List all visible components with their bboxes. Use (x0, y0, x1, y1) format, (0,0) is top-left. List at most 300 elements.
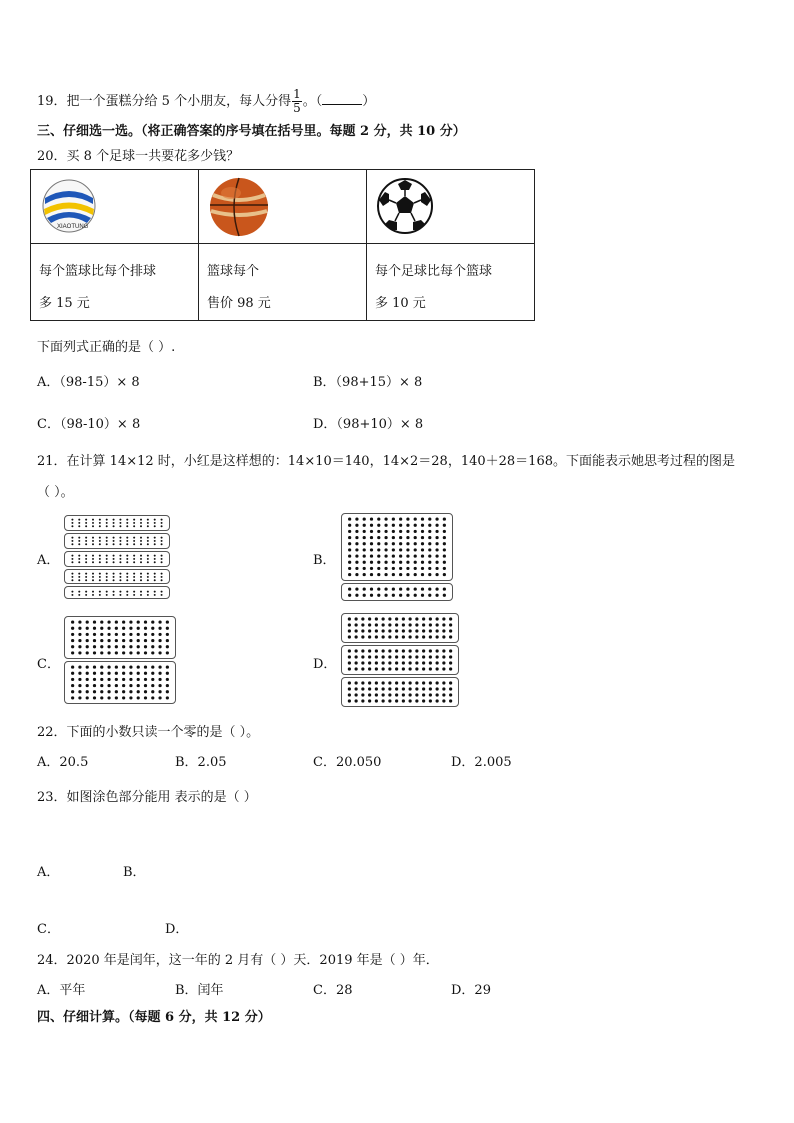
dot (384, 524, 387, 527)
dot (443, 587, 446, 590)
dot (133, 572, 135, 574)
dot (78, 591, 80, 593)
dot (100, 665, 103, 668)
dot (348, 617, 351, 620)
dot (166, 678, 169, 681)
dot (388, 687, 391, 690)
dot (355, 699, 358, 702)
dot (78, 561, 80, 563)
dot (140, 522, 142, 524)
dot (375, 623, 378, 626)
dot (377, 524, 380, 527)
dot (133, 537, 135, 539)
dot (414, 593, 417, 596)
dot (129, 696, 132, 699)
dot (158, 678, 161, 681)
q20-option-d[interactable]: D．（98+10）× 8 (313, 417, 424, 432)
dot (355, 661, 358, 664)
dot (78, 579, 80, 581)
dot (402, 635, 405, 638)
dot (399, 524, 402, 527)
dot (363, 542, 366, 545)
dot (409, 693, 412, 696)
dot-grid-d[interactable] (341, 613, 459, 707)
dot (428, 593, 431, 596)
dot (92, 554, 94, 556)
dot (395, 635, 398, 638)
dot (409, 655, 412, 658)
dot (402, 629, 405, 632)
dot (415, 687, 418, 690)
dot (392, 573, 395, 576)
dot (137, 639, 140, 642)
dot (409, 635, 412, 638)
dot (361, 687, 364, 690)
dot (119, 537, 121, 539)
volleyball-cell (31, 170, 199, 244)
dot (106, 540, 108, 542)
dot (388, 635, 391, 638)
dot (119, 522, 121, 524)
dot (99, 522, 101, 524)
q23-option-b[interactable]: B． (123, 865, 146, 880)
dot (106, 576, 108, 578)
dot (406, 536, 409, 539)
dot (119, 543, 121, 545)
dot (133, 576, 135, 578)
dot (370, 561, 373, 564)
dot (368, 667, 371, 670)
dot (154, 594, 156, 596)
dot (99, 576, 101, 578)
dot-group (64, 586, 170, 599)
dot (443, 548, 446, 551)
dot (119, 558, 121, 560)
dot (435, 554, 438, 557)
dot (140, 579, 142, 581)
cell-line: 售价 98 元 (207, 296, 271, 311)
dot (382, 667, 385, 670)
dot (435, 524, 438, 527)
dot (133, 522, 135, 524)
dot (71, 522, 73, 524)
dot (428, 587, 431, 590)
dot (85, 519, 87, 521)
dot (147, 561, 149, 563)
dot (442, 667, 445, 670)
dot-group (64, 569, 170, 585)
dot (399, 573, 402, 576)
dot (147, 537, 149, 539)
dot (126, 554, 128, 556)
dot (361, 667, 364, 670)
dot (435, 593, 438, 596)
dot (406, 548, 409, 551)
dot (399, 517, 402, 520)
dot (449, 681, 452, 684)
dot (442, 693, 445, 696)
dot (361, 661, 364, 664)
dot (382, 629, 385, 632)
dot (158, 633, 161, 636)
dot (93, 639, 96, 642)
dot (442, 687, 445, 690)
dot (363, 554, 366, 557)
dot (375, 629, 378, 632)
q24-option-d[interactable]: D．29 (451, 983, 491, 998)
dot (368, 655, 371, 658)
dot (144, 639, 147, 642)
dot-array (342, 646, 458, 674)
dot (429, 629, 432, 632)
dot (85, 537, 87, 539)
dot-grid-a[interactable] (64, 515, 170, 599)
dot (71, 591, 73, 593)
dot (370, 567, 373, 570)
dot (436, 687, 439, 690)
dot (71, 620, 74, 623)
dot (85, 543, 87, 545)
dot (71, 525, 73, 527)
dot (122, 690, 125, 693)
dot (399, 593, 402, 596)
dot (71, 645, 74, 648)
dot (436, 661, 439, 664)
dot (107, 645, 110, 648)
dot (399, 548, 402, 551)
dot (113, 525, 115, 527)
dot (370, 548, 373, 551)
dot (151, 684, 154, 687)
dot (158, 665, 161, 668)
dot (166, 651, 169, 654)
dot (442, 629, 445, 632)
dot (86, 684, 89, 687)
dot (429, 661, 432, 664)
dot (384, 542, 387, 545)
dot (442, 655, 445, 658)
dot (428, 536, 431, 539)
dot (71, 633, 74, 636)
dot (449, 693, 452, 696)
dot (377, 542, 380, 545)
dot (161, 572, 163, 574)
cell-line: 多 10 元 (375, 296, 426, 311)
dot (368, 699, 371, 702)
dot (140, 519, 142, 521)
dot (395, 649, 398, 652)
dot (442, 635, 445, 638)
dot (388, 649, 391, 652)
q24-option-c[interactable]: C．28 (313, 983, 353, 998)
dot (113, 537, 115, 539)
dot (92, 540, 94, 542)
dot (415, 661, 418, 664)
dot (368, 681, 371, 684)
dot (71, 639, 74, 642)
dot (151, 633, 154, 636)
dot (422, 635, 425, 638)
dot (415, 655, 418, 658)
dot (166, 627, 169, 630)
dot (107, 665, 110, 668)
dot-array (65, 534, 169, 548)
dot (406, 593, 409, 596)
dot (92, 522, 94, 524)
q23-option-a[interactable]: A． (37, 865, 60, 880)
dot (377, 530, 380, 533)
dot (99, 572, 101, 574)
dot (154, 522, 156, 524)
q22-option-b[interactable]: B．2.05 (175, 755, 227, 770)
dot (442, 661, 445, 664)
dot-group (341, 613, 459, 643)
dot (133, 561, 135, 563)
q20-option-c[interactable]: C．（98-10）× 8 (37, 417, 141, 432)
dot (92, 558, 94, 560)
dot (409, 617, 412, 620)
dot (161, 540, 163, 542)
dot (415, 699, 418, 702)
dot (92, 591, 94, 593)
dot (402, 693, 405, 696)
dot (140, 540, 142, 542)
dot (361, 699, 364, 702)
dot (107, 678, 110, 681)
dot (161, 579, 163, 581)
soccer-ball-icon (375, 176, 435, 236)
dot (140, 561, 142, 563)
dot (119, 579, 121, 581)
dot (429, 655, 432, 658)
dot (115, 627, 118, 630)
dot (144, 620, 147, 623)
dot (435, 567, 438, 570)
dot (388, 623, 391, 626)
volleyball-icon (39, 176, 99, 236)
dot (126, 558, 128, 560)
dot (355, 655, 358, 658)
dot (415, 667, 418, 670)
dot (361, 629, 364, 632)
dot (154, 591, 156, 593)
dot (422, 655, 425, 658)
dot (129, 645, 132, 648)
dot (370, 536, 373, 539)
dot (388, 617, 391, 620)
dot (361, 623, 364, 626)
dot (93, 672, 96, 675)
dot (392, 530, 395, 533)
q20-option-a[interactable]: A．（98-15）× 8 (37, 375, 140, 390)
dot (436, 655, 439, 658)
q24-option-a[interactable]: A．平年 (37, 983, 86, 998)
dot (429, 649, 432, 652)
dot (384, 517, 387, 520)
dot (122, 633, 125, 636)
dot (363, 587, 366, 590)
dot (92, 525, 94, 527)
dot (384, 573, 387, 576)
dot (402, 617, 405, 620)
dot (375, 617, 378, 620)
dot (395, 667, 398, 670)
dot (107, 684, 110, 687)
dot (161, 522, 163, 524)
dot (113, 522, 115, 524)
dot (71, 579, 73, 581)
basketball-vs-volleyball-cell (31, 244, 199, 321)
dot (126, 522, 128, 524)
dot-grid-c[interactable] (64, 616, 176, 704)
q21-label-d[interactable]: D． (313, 657, 337, 672)
dot (106, 537, 108, 539)
dot (429, 623, 432, 626)
dot (85, 558, 87, 560)
dot (137, 645, 140, 648)
q20-option-b[interactable]: B．（98+15）× 8 (313, 375, 423, 390)
dot (126, 537, 128, 539)
q19-fraction (292, 88, 302, 115)
q21-label-c[interactable]: C． (37, 657, 60, 672)
dot (106, 579, 108, 581)
q24-option-b[interactable]: B．闰年 (175, 983, 224, 998)
dot (361, 617, 364, 620)
dot (388, 693, 391, 696)
dot (395, 655, 398, 658)
dot (422, 629, 425, 632)
dot (86, 633, 89, 636)
dot (435, 548, 438, 551)
dot (92, 579, 94, 581)
dot (436, 667, 439, 670)
dot (442, 617, 445, 620)
dot (93, 678, 96, 681)
dot (422, 623, 425, 626)
cell-line: 多 15 元 (39, 296, 90, 311)
dot (158, 620, 161, 623)
dot-array (65, 552, 169, 566)
dot (137, 633, 140, 636)
dot (71, 627, 74, 630)
dot (368, 687, 371, 690)
cell-line: 每个足球比每个篮球 (375, 264, 493, 279)
dot (71, 519, 73, 521)
q22-option-c[interactable]: C．20.050 (313, 755, 382, 770)
cell-line: 篮球每个 (207, 264, 260, 279)
dot (71, 561, 73, 563)
dot (78, 620, 81, 623)
dot (355, 517, 358, 520)
dot (166, 684, 169, 687)
q21-label-b[interactable]: B． (313, 553, 336, 568)
dot (382, 649, 385, 652)
dot-array (342, 614, 458, 642)
dot (144, 696, 147, 699)
dot (406, 554, 409, 557)
dot (92, 543, 94, 545)
dot (106, 522, 108, 524)
dot-grid-b[interactable] (341, 513, 453, 601)
dot (375, 661, 378, 664)
dot (348, 548, 351, 551)
dot (85, 576, 87, 578)
dot (137, 678, 140, 681)
dot (355, 573, 358, 576)
dot (395, 629, 398, 632)
dot (144, 665, 147, 668)
dot (355, 561, 358, 564)
dot (422, 617, 425, 620)
dot (129, 627, 132, 630)
dot (368, 617, 371, 620)
dot (395, 681, 398, 684)
dot (113, 561, 115, 563)
dot (133, 554, 135, 556)
dot (100, 620, 103, 623)
dot (99, 519, 101, 521)
dot (392, 524, 395, 527)
dot (137, 651, 140, 654)
q22-option-d[interactable]: D．2.005 (451, 755, 512, 770)
dot (119, 525, 121, 527)
fraction-denominator: 5 (293, 101, 301, 115)
dot (122, 651, 125, 654)
dot (147, 522, 149, 524)
dot (363, 567, 366, 570)
dot (161, 554, 163, 556)
dot (355, 649, 358, 652)
dot (126, 576, 128, 578)
dot (78, 665, 81, 668)
dot (140, 594, 142, 596)
q19-paren-open: 。（ (302, 94, 323, 109)
q21-label-a[interactable]: A． (37, 553, 60, 568)
dot (392, 517, 395, 520)
dot (119, 540, 121, 542)
dot (86, 651, 89, 654)
dot (133, 540, 135, 542)
q23-option-c[interactable]: C． (37, 922, 60, 937)
dot (99, 525, 101, 527)
dot (115, 633, 118, 636)
dot (133, 579, 135, 581)
dot (409, 667, 412, 670)
dot (166, 696, 169, 699)
answer-blank[interactable] (322, 94, 362, 105)
q23-option-d[interactable]: D． (165, 922, 189, 937)
dot (415, 623, 418, 626)
dot (93, 665, 96, 668)
dot (140, 572, 142, 574)
dot (443, 567, 446, 570)
dot (395, 661, 398, 664)
dot (421, 536, 424, 539)
dot (71, 678, 74, 681)
dot (154, 525, 156, 527)
dot (113, 591, 115, 593)
dot (421, 573, 424, 576)
dot (348, 573, 351, 576)
q22-option-a[interactable]: A．20.5 (37, 755, 89, 770)
dot (158, 696, 161, 699)
dot (355, 524, 358, 527)
dot (435, 530, 438, 533)
dot (144, 633, 147, 636)
dot (129, 633, 132, 636)
dot (78, 672, 81, 675)
dot (85, 540, 87, 542)
